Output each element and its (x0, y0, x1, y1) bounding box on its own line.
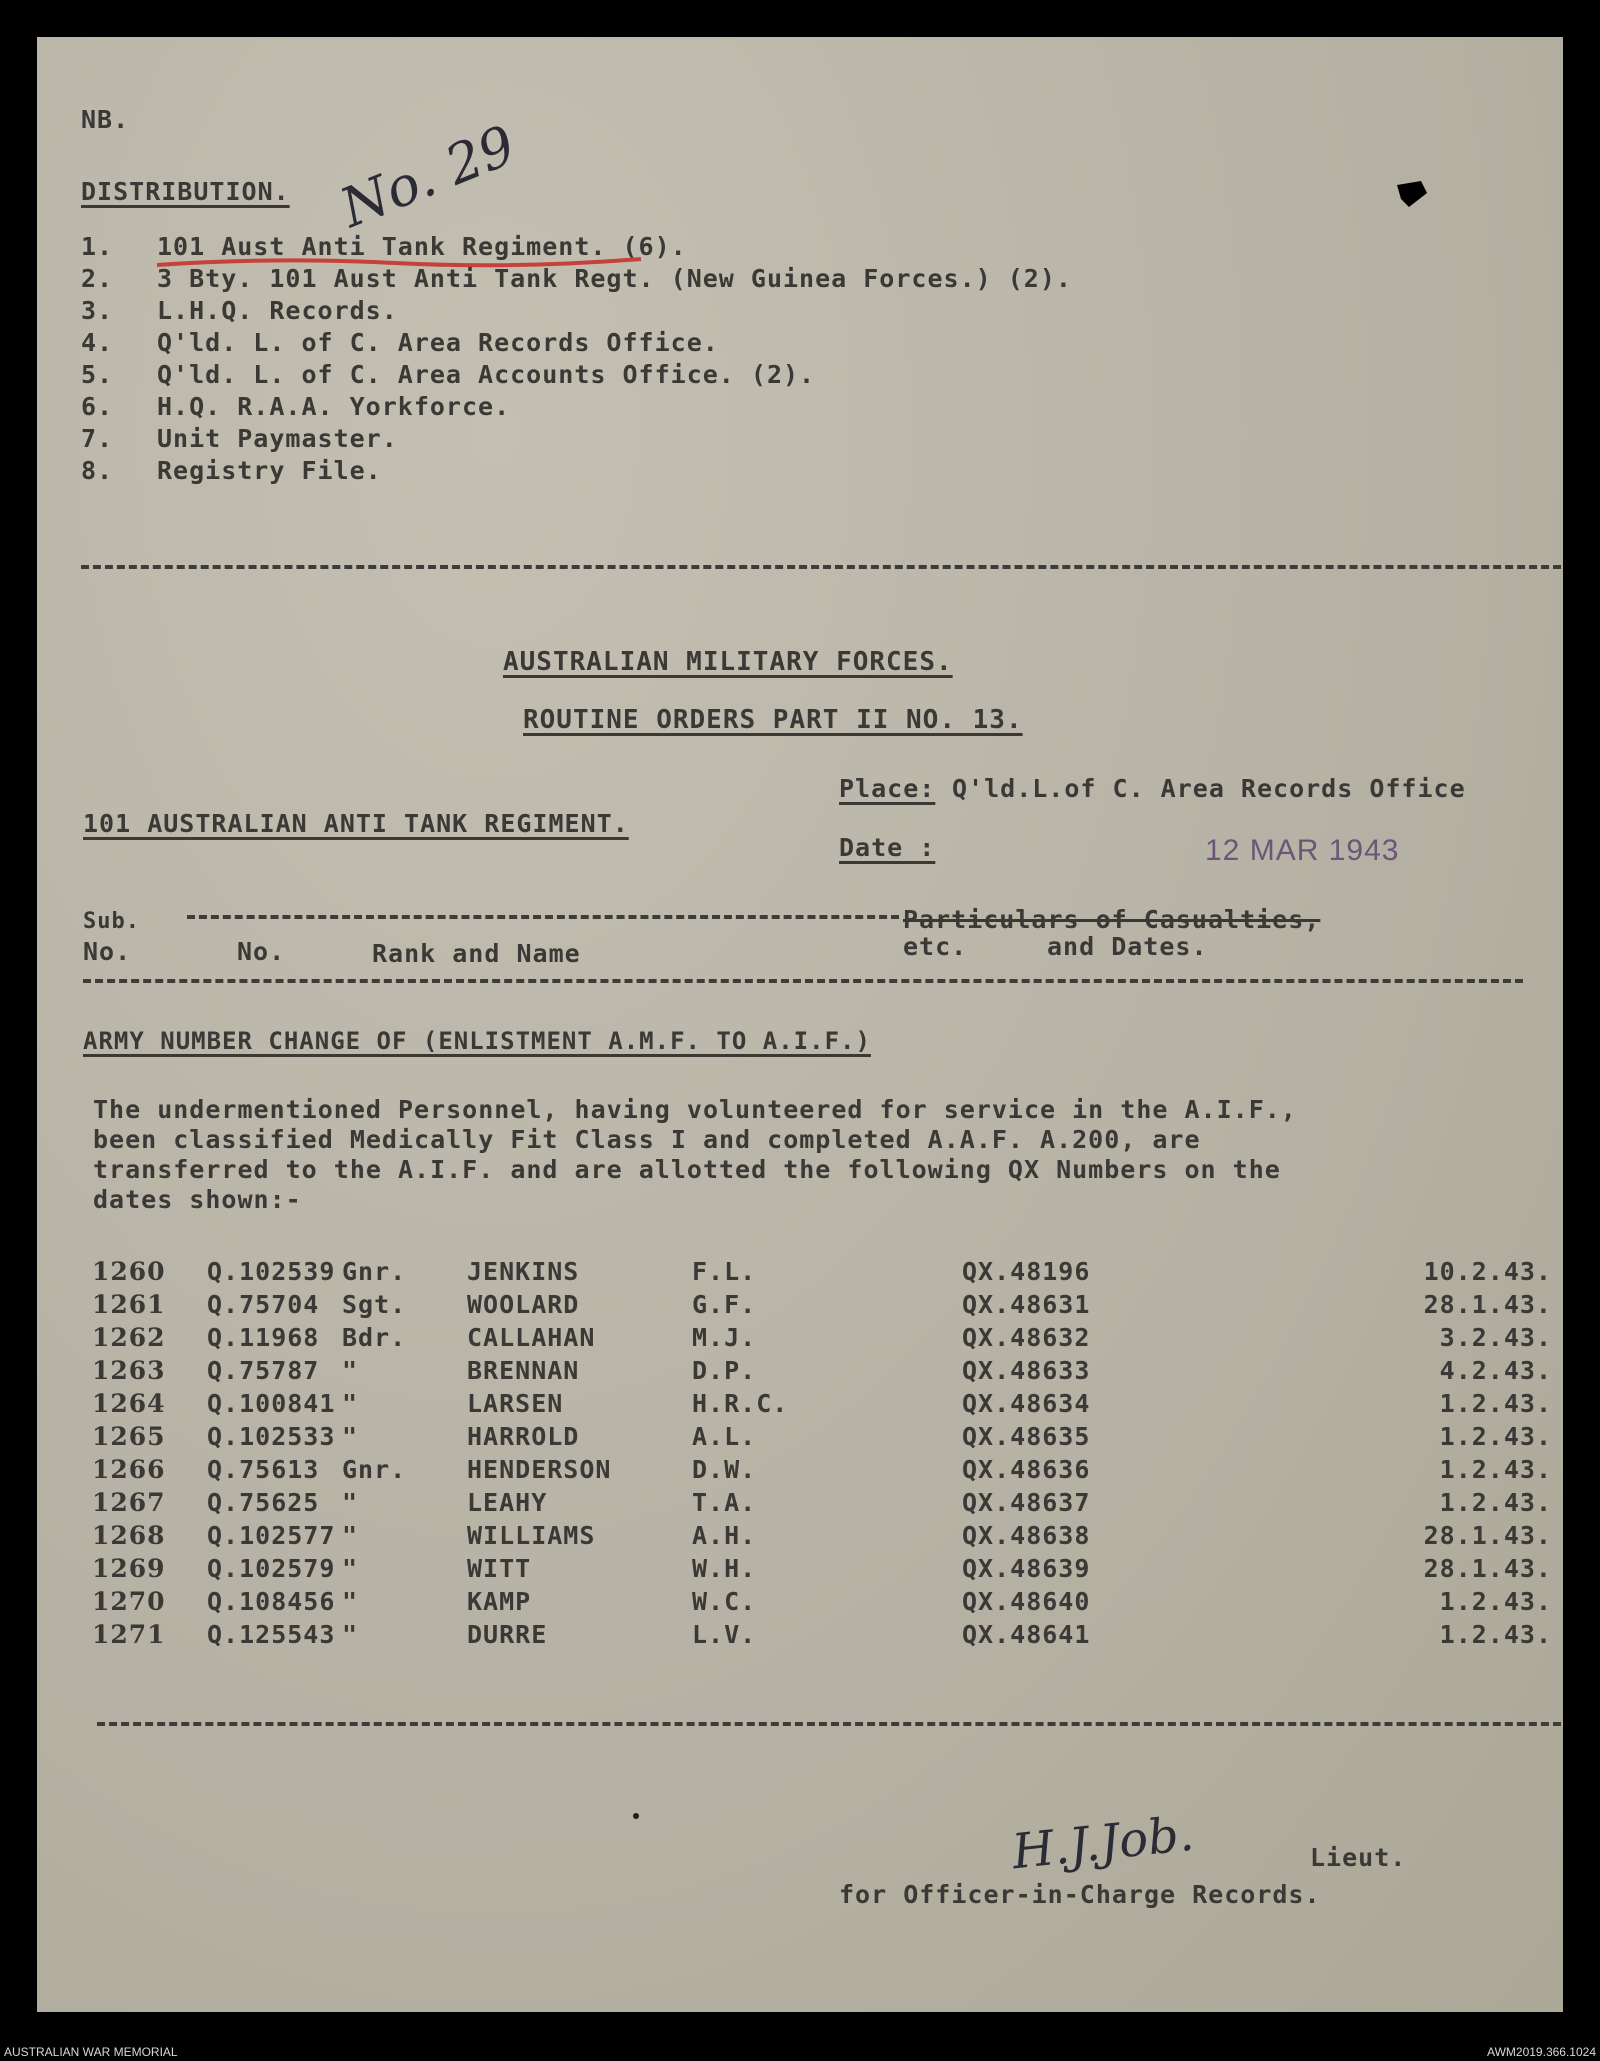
cell-no: Q.75787 (207, 1356, 320, 1385)
dist-item: Unit Paymaster. (157, 424, 398, 453)
cell-sub: 1262 (92, 1323, 166, 1352)
cell-date: 28.1.43. (1423, 1290, 1552, 1319)
header-dash-bottom (83, 979, 1523, 983)
cell-date: 1.2.43. (1439, 1455, 1552, 1484)
dist-num: 6. (81, 392, 114, 421)
date-stamp: 12 MAR 1943 (1205, 834, 1400, 867)
paper-hole-mark (1395, 179, 1429, 209)
cell-date: 1.2.43. (1439, 1587, 1552, 1616)
table-row (92, 1389, 1552, 1422)
table-row (92, 1554, 1552, 1587)
cell-initials: W.H. (692, 1554, 757, 1583)
cell-no: Q.100841 (207, 1389, 336, 1418)
cell-date: 10.2.43. (1423, 1257, 1552, 1286)
cell-initials: D.W. (692, 1455, 757, 1484)
cell-rank: " (342, 1389, 359, 1418)
cell-qx: QX.48640 (962, 1587, 1091, 1616)
cell-rank: Gnr. (342, 1257, 407, 1286)
dist-num: 5. (81, 360, 114, 389)
cell-initials: L.V. (692, 1620, 757, 1649)
cell-no: Q.102577 (207, 1521, 336, 1550)
table-row (92, 1587, 1552, 1620)
cell-no: Q.108456 (207, 1587, 336, 1616)
table-row (92, 1620, 1552, 1653)
place-value: Q'ld.L.of C. Area Records Office (952, 774, 1466, 803)
col-etc: etc. (903, 932, 968, 961)
signer-role: for Officer-in-Charge Records. (839, 1880, 1321, 1909)
table-row (92, 1422, 1552, 1455)
cell-date: 3.2.43. (1439, 1323, 1552, 1352)
paragraph-line: been classified Medically Fit Class I and completed A.A.F. A.200, are (93, 1125, 1201, 1154)
cell-qx: QX.48637 (962, 1488, 1091, 1517)
dist-item: L.H.Q. Records. (157, 296, 398, 325)
distribution-heading: DISTRIBUTION. (81, 177, 290, 206)
divider (97, 1722, 1563, 1726)
cell-date: 1.2.43. (1439, 1488, 1552, 1517)
cell-qx: QX.48632 (962, 1323, 1091, 1352)
footer-left: AUSTRALIAN WAR MEMORIAL (4, 2045, 178, 2059)
cell-sub: 1270 (92, 1587, 166, 1616)
paragraph-line: The undermentioned Personnel, having volunteered for service in the A.I.F., (93, 1095, 1297, 1124)
nb-label: NB. (81, 105, 130, 134)
paragraph-line: transferred to the A.I.F. and are allotted the following QX Numbers on the (93, 1155, 1281, 1184)
dist-item: Q'ld. L. of C. Area Records Office. (157, 328, 719, 357)
table-row (92, 1521, 1552, 1554)
dist-num: 7. (81, 424, 114, 453)
dist-item: Q'ld. L. of C. Area Accounts Office. (2). (157, 360, 816, 389)
col-particulars: Particulars of Casualties, (903, 905, 1321, 934)
cell-initials: F.L. (692, 1257, 757, 1286)
cell-rank: Gnr. (342, 1455, 407, 1484)
cell-no: Q.75704 (207, 1290, 320, 1319)
cell-rank: " (342, 1521, 359, 1550)
cell-surname: HARROLD (467, 1422, 580, 1451)
cell-sub: 1266 (92, 1455, 166, 1484)
cell-date: 4.2.43. (1439, 1356, 1552, 1385)
cell-initials: M.J. (692, 1323, 757, 1352)
table-row (92, 1257, 1552, 1290)
handwritten-number: No. 29 (331, 113, 525, 240)
cell-qx: QX.48636 (962, 1455, 1091, 1484)
unit-name: 101 AUSTRALIAN ANTI TANK REGIMENT. (83, 809, 629, 838)
paragraph-line: dates shown:- (93, 1185, 302, 1214)
dist-num: 4. (81, 328, 114, 357)
cell-surname: WILLIAMS (467, 1521, 596, 1550)
table-row (92, 1455, 1552, 1488)
cell-qx: QX.48641 (962, 1620, 1091, 1649)
cell-sub: 1268 (92, 1521, 166, 1550)
header-dash-top (187, 915, 899, 919)
signer-rank: Lieut. (1310, 1843, 1407, 1872)
cell-rank: " (342, 1554, 359, 1583)
cell-sub: 1267 (92, 1488, 166, 1517)
cell-surname: JENKINS (467, 1257, 580, 1286)
dist-num: 3. (81, 296, 114, 325)
cell-date: 1.2.43. (1439, 1620, 1552, 1649)
cell-rank: Bdr. (342, 1323, 407, 1352)
dist-num: 2. (81, 264, 114, 293)
table-row (92, 1356, 1552, 1389)
doc-subtitle: ROUTINE ORDERS PART II NO. 13. (523, 705, 1023, 735)
cell-initials: D.P. (692, 1356, 757, 1385)
cell-no: Q.11968 (207, 1323, 320, 1352)
cell-initials: A.L. (692, 1422, 757, 1451)
cell-rank: " (342, 1422, 359, 1451)
cell-rank: Sgt. (342, 1290, 407, 1319)
cell-initials: H.R.C. (692, 1389, 789, 1418)
cell-qx: QX.48633 (962, 1356, 1091, 1385)
cell-sub: 1265 (92, 1422, 166, 1451)
cell-qx: QX.48635 (962, 1422, 1091, 1451)
cell-surname: HENDERSON (467, 1455, 612, 1484)
col-no: No. (237, 937, 286, 966)
cell-rank: " (342, 1488, 359, 1517)
cell-rank: " (342, 1587, 359, 1616)
divider (81, 565, 1561, 569)
cell-initials: A.H. (692, 1521, 757, 1550)
cell-initials: G.F. (692, 1290, 757, 1319)
table-row (92, 1290, 1552, 1323)
dist-num: 1. (81, 232, 114, 261)
col-rank-name: Rank and Name (372, 939, 581, 968)
cell-sub: 1261 (92, 1290, 166, 1319)
cell-qx: QX.48631 (962, 1290, 1091, 1319)
cell-no: Q.75625 (207, 1488, 320, 1517)
cell-sub: 1260 (92, 1257, 166, 1286)
cell-qx: QX.48639 (962, 1554, 1091, 1583)
cell-surname: CALLAHAN (467, 1323, 596, 1352)
cell-sub: 1263 (92, 1356, 166, 1385)
cell-no: Q.102533 (207, 1422, 336, 1451)
table-row (92, 1488, 1552, 1521)
cell-surname: BRENNAN (467, 1356, 580, 1385)
cell-qx: QX.48634 (962, 1389, 1091, 1418)
cell-surname: WOOLARD (467, 1290, 580, 1319)
cell-date: 28.1.43. (1423, 1554, 1552, 1583)
footer-right: AWM2019.366.1024 (1487, 2045, 1596, 2059)
cell-surname: KAMP (467, 1587, 532, 1616)
cell-surname: DURRE (467, 1620, 548, 1649)
cell-no: Q.75613 (207, 1455, 320, 1484)
cell-no: Q.125543 (207, 1620, 336, 1649)
dist-item: 101 Aust Anti Tank Regiment. (6). (157, 232, 687, 261)
cell-sub: 1264 (92, 1389, 166, 1418)
ink-dot (633, 1813, 639, 1819)
dist-item: H.Q. R.A.A. Yorkforce. (157, 392, 511, 421)
cell-date: 1.2.43. (1439, 1422, 1552, 1451)
cell-initials: T.A. (692, 1488, 757, 1517)
cell-sub: 1271 (92, 1620, 166, 1649)
dist-item: 3 Bty. 101 Aust Anti Tank Regt. (New Guinea Forces.) (2). (157, 264, 1072, 293)
cell-surname: LARSEN (467, 1389, 564, 1418)
section-heading: ARMY NUMBER CHANGE OF (ENLISTMENT A.M.F. TO A.I.F.) (83, 1027, 871, 1055)
dist-item: Registry File. (157, 456, 382, 485)
dist-num: 8. (81, 456, 114, 485)
cell-date: 28.1.43. (1423, 1521, 1552, 1550)
cell-surname: LEAHY (467, 1488, 548, 1517)
cell-date: 1.2.43. (1439, 1389, 1552, 1418)
cell-qx: QX.48196 (962, 1257, 1091, 1286)
cell-qx: QX.48638 (962, 1521, 1091, 1550)
cell-sub: 1269 (92, 1554, 166, 1583)
place-label: Place: (839, 774, 936, 803)
cell-no: Q.102579 (207, 1554, 336, 1583)
cell-rank: " (342, 1356, 359, 1385)
signature: H.J.Job. (1009, 1805, 1197, 1881)
cell-surname: WITT (467, 1554, 532, 1583)
col-dates: and Dates. (1047, 932, 1208, 961)
table-row (92, 1323, 1552, 1356)
col-sub-no: No. (83, 937, 132, 966)
date-label: Date : (839, 833, 936, 862)
cell-no: Q.102539 (207, 1257, 336, 1286)
col-sub: Sub. (83, 909, 140, 934)
document-sheet (37, 37, 1563, 2012)
cell-rank: " (342, 1620, 359, 1649)
cell-initials: W.C. (692, 1587, 757, 1616)
doc-title: AUSTRALIAN MILITARY FORCES. (503, 647, 953, 677)
